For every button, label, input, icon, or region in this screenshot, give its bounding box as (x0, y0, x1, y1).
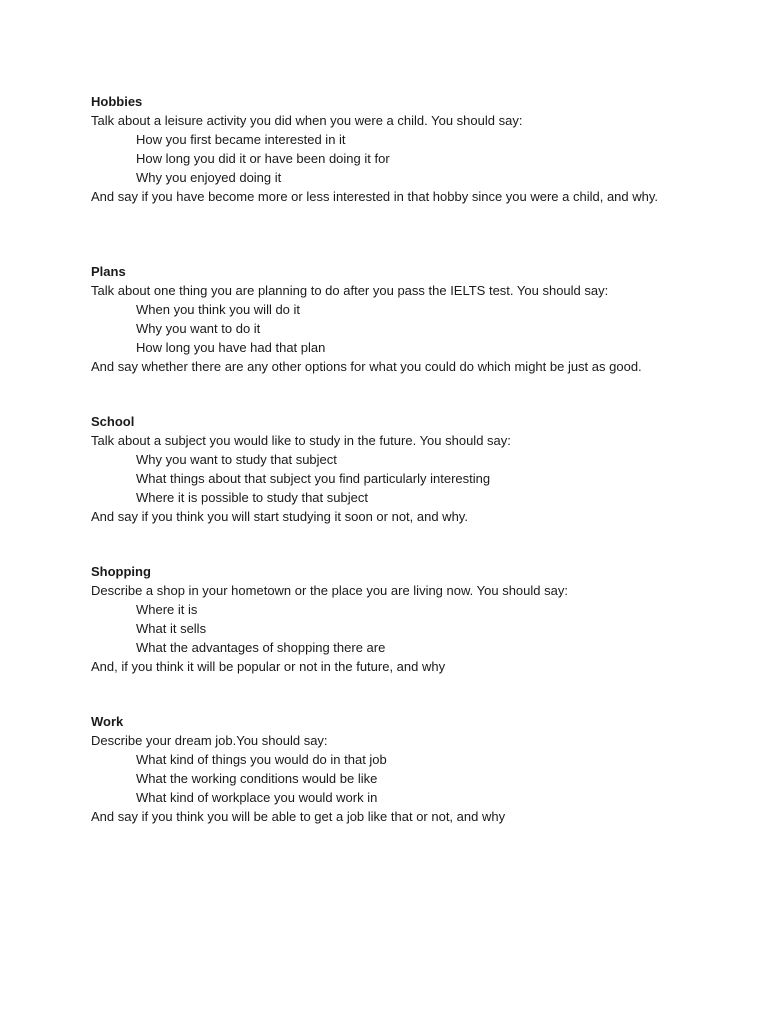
prompt-point: How long you did it or have been doing it for (136, 151, 390, 166)
section-intro: Talk about a subject you would like to study in the future. You should say: (91, 433, 511, 448)
prompt-point: How long you have had that plan (136, 340, 326, 355)
section-heading: Plans (91, 264, 126, 279)
section-intro: Describe a shop in your hometown or the place you are living now. You should say: (91, 583, 568, 598)
section-heading: Shopping (91, 564, 151, 579)
prompt-point: What the advantages of shopping there are (136, 640, 386, 655)
prompt-point: When you think you will do it (136, 302, 301, 317)
section-intro: Describe your dream job.You should say: (91, 733, 328, 748)
prompt-point: What the working conditions would be like (136, 771, 378, 786)
section-closing: And say if you have become more or less interested in that hobby since you were a child, and why. (91, 189, 659, 204)
section-closing: And say whether there are any other options for what you could do which might be just as good. (91, 359, 642, 374)
section-work (91, 712, 691, 826)
prompt-point: Why you want to study that subject (136, 452, 337, 467)
section-closing: And say if you think you will start studying it soon or not, and why. (91, 509, 468, 524)
prompt-point: What kind of workplace you would work in (136, 790, 378, 805)
prompt-point: Why you want to do it (136, 321, 261, 336)
section-shopping (91, 562, 691, 676)
prompt-point: Why you enjoyed doing it (136, 170, 282, 185)
section-school (91, 412, 691, 526)
prompt-point: What it sells (136, 621, 207, 636)
section-heading: Hobbies (91, 94, 143, 109)
prompt-point: What things about that subject you find particularly interesting (136, 471, 491, 486)
section-heading: Work (91, 714, 124, 729)
section-plans (91, 262, 691, 376)
section-intro: Talk about a leisure activity you did when you were a child. You should say: (91, 113, 523, 128)
prompt-point: Where it is (136, 602, 198, 617)
prompt-point: Where it is possible to study that subject (136, 490, 368, 505)
section-heading: School (91, 414, 135, 429)
prompt-point: What kind of things you would do in that job (136, 752, 387, 767)
prompt-point: How you first became interested in it (136, 132, 346, 147)
section-closing: And say if you think you will be able to get a job like that or not, and why (91, 809, 506, 824)
section-closing: And, if you think it will be popular or not in the future, and why (91, 659, 446, 674)
section-intro: Talk about one thing you are planning to do after you pass the IELTS test. You should say: (91, 283, 609, 298)
section-hobbies (91, 92, 691, 206)
